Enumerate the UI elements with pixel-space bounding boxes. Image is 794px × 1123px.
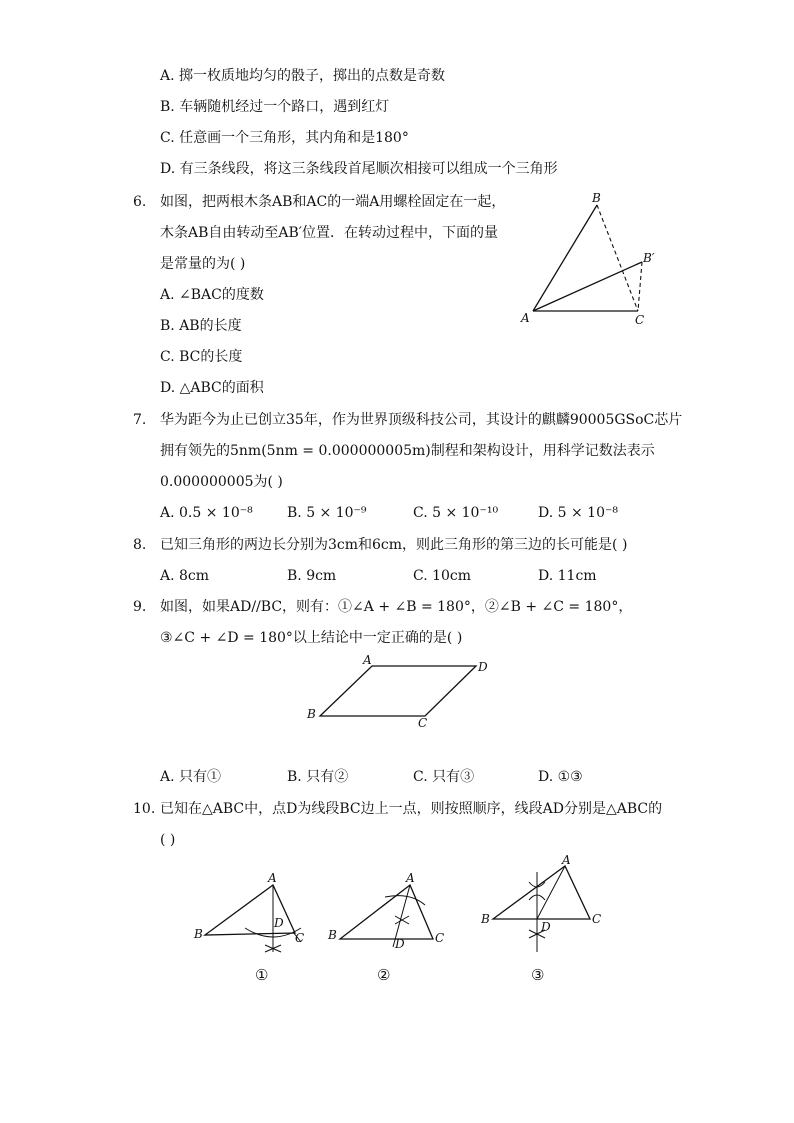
q9-label-b: B xyxy=(307,707,316,721)
q6-option-c: C. BC的长度 xyxy=(160,349,243,365)
q6-label-c: C xyxy=(635,313,645,327)
q10-fig3-label-d: D xyxy=(541,920,551,934)
q9-option-a: A. 只有① xyxy=(160,769,222,785)
q8-option-a: A. 8cm xyxy=(160,568,210,584)
q9-label-c: C xyxy=(418,716,428,730)
q10-fig1-label-c: C xyxy=(295,931,305,945)
q7-option-b: B. 5 × 10⁻⁹ xyxy=(287,505,367,521)
q9-option-d: D. ①③ xyxy=(538,769,583,785)
q10-fig2-label-c: C xyxy=(435,931,445,945)
q8-option-c: C. 10cm xyxy=(413,568,472,584)
q9-figure xyxy=(300,652,500,732)
q6-label-bprime: B′ xyxy=(643,251,655,265)
q10-number: 10. xyxy=(133,801,156,817)
q10-fig1-label-a: A xyxy=(268,871,277,885)
q8-stem-line1: 已知三角形的两边长分别为3cm和6cm，则此三角形的第三边的长可能是( ) xyxy=(160,537,628,553)
q6-stem-line2: 木条AB自由转动至AB′位置．在转动过程中，下面的量 xyxy=(160,225,498,241)
q10-stem-line1: 已知在△ABC中，点D为线段BC边上一点，则按照顺序，线段AD分别是△ABC的 xyxy=(160,801,663,817)
q8-number: 8. xyxy=(133,537,147,553)
q9-label-d: D xyxy=(478,660,488,674)
q7-stem-line3: 0.000000005为( ) xyxy=(160,474,283,490)
q6-number: 6. xyxy=(133,194,147,210)
q7-number: 7. xyxy=(133,412,147,428)
q10-fig3-label-b: B xyxy=(481,912,490,926)
q9-stem-line2: ③∠C + ∠D = 180°以上结论中一定正确的是( ) xyxy=(160,630,463,646)
q6-label-b: B xyxy=(592,191,601,205)
q10-fig3-label-a: A xyxy=(562,853,571,867)
q10-fig2-label-a: A xyxy=(406,871,415,885)
q5-option-d: D. 有三条线段，将这三条线段首尾顺次相接可以组成一个三角形 xyxy=(160,161,558,177)
q5-option-b: B. 车辆随机经过一个路口，遇到红灯 xyxy=(160,99,390,115)
q10-stem-line2: ( ) xyxy=(160,832,176,848)
q9-number: 9. xyxy=(133,599,147,615)
q9-stem-line1: 如图，如果AD//BC，则有：①∠A + ∠B = 180°，②∠B + ∠C = 180°， xyxy=(160,599,633,615)
q10-fig3-label-c: C xyxy=(592,912,602,926)
q8-option-d: D. 11cm xyxy=(538,568,597,584)
q9-option-c: C. 只有③ xyxy=(413,769,475,785)
q6-label-a: A xyxy=(521,311,530,325)
q6-option-b: B. AB的长度 xyxy=(160,318,242,334)
q8-option-b: B. 9cm xyxy=(287,568,337,584)
q10-fig2-caption: ② xyxy=(377,966,391,984)
q7-stem-line1: 华为距今为止已创立35年，作为世界顶级科技公司，其设计的麒麟90005GSoC芯片 xyxy=(160,412,683,428)
q10-fig2-label-b: B xyxy=(328,928,337,942)
q6-stem-line3: 是常量的为( ) xyxy=(160,256,246,272)
q10-fig1-label-b: B xyxy=(194,927,203,941)
q6-stem-line1: 如图，把两根木条AB和AC的一端A用螺栓固定在一起， xyxy=(160,194,506,210)
q7-option-a: A. 0.5 × 10⁻⁸ xyxy=(160,505,253,521)
q10-fig3-caption: ③ xyxy=(531,966,545,984)
q10-fig1-caption: ① xyxy=(255,966,269,984)
q5-option-a: A. 掷一枚质地均匀的骰子，掷出的点数是奇数 xyxy=(160,68,446,84)
q6-option-a: A. ∠BAC的度数 xyxy=(160,287,264,303)
q7-option-d: D. 5 × 10⁻⁸ xyxy=(538,505,618,521)
q7-option-c: C. 5 × 10⁻¹⁰ xyxy=(413,505,499,521)
q10-figure-2 xyxy=(327,871,444,984)
q10-figures xyxy=(185,852,615,992)
q5-option-c: C. 任意画一个三角形，其内角和是180° xyxy=(160,130,409,146)
q6-option-d: D. △ABC的面积 xyxy=(160,380,264,396)
q6-figure xyxy=(510,190,670,335)
q9-label-a: A xyxy=(363,653,372,667)
q10-figure-1 xyxy=(193,871,304,984)
q10-fig2-label-d: D xyxy=(395,937,405,951)
q10-fig1-label-d: D xyxy=(274,916,284,930)
q10-figure-3 xyxy=(480,853,601,984)
q9-option-b: B. 只有② xyxy=(287,769,349,785)
q7-stem-line2: 拥有领先的5nm(5nm = 0.000000005m)制程和架构设计，用科学记数法表示 xyxy=(160,443,655,459)
